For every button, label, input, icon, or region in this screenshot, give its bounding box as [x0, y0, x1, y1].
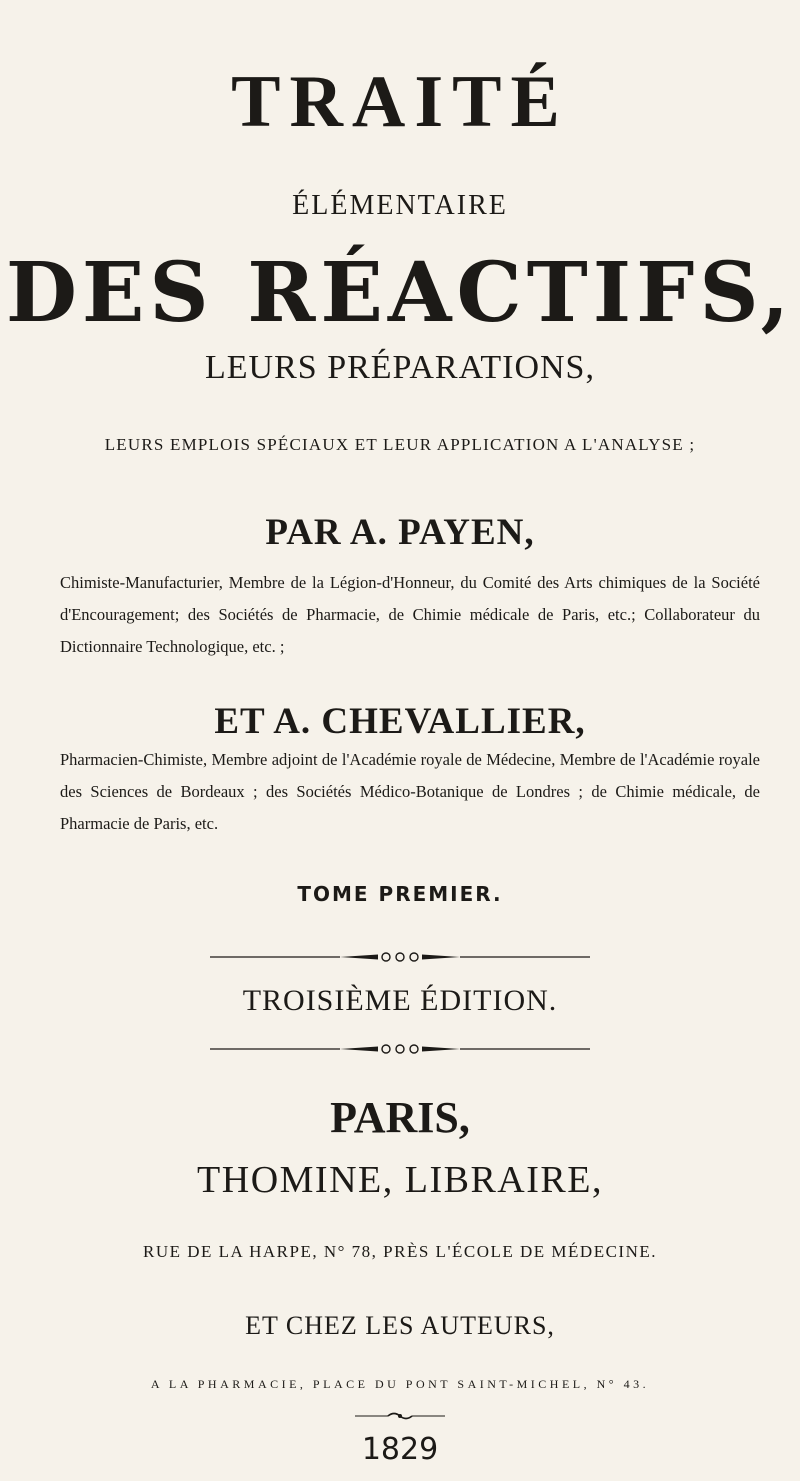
imprint-pharmacy-address: A LA PHARMACIE, PLACE DU PONT SAINT-MICHEL, N° 43. [150, 1377, 650, 1391]
tome-label: TOME PREMIER. [297, 882, 503, 906]
imprint-authors-line: ET CHEZ LES AUTEURS, [245, 1311, 555, 1340]
title-line-preparations: LEURS PRÉPARATIONS, [205, 349, 595, 386]
author-payen: PAR A. PAYEN, [265, 512, 535, 553]
imprint-place: PARIS, [330, 1093, 470, 1142]
author-chevallier-description: Pharmacien-Chimiste, Membre adjoint de l'Académie royale de Médecine, Membre de l'Académie royale des Sciences de Bordeaux ; des Sociétés Médico-Botanique de Londres ; de Chimie médicale, de Pharmacie de Paris, etc. [60, 750, 760, 833]
title-line-traite: TRAITÉ [231, 61, 569, 143]
imprint-publisher: THOMINE, LIBRAIRE, [197, 1159, 603, 1201]
year-ornament [350, 1409, 450, 1423]
author-chevallier: ET A. CHEVALLIER, [214, 701, 586, 742]
imprint-address: RUE DE LA HARPE, N° 78, PRÈS L'ÉCOLE DE MÉDECINE. [142, 1242, 658, 1261]
publication-year: 1829 [361, 1432, 439, 1467]
title-line-des-reactifs: DES RÉACTIFS, [5, 245, 795, 341]
ornamental-rule-top [210, 950, 590, 964]
edition-label: TROISIÈME ÉDITION. [242, 984, 558, 1017]
title-line-emplois: LEURS EMPLOIS SPÉCIAUX ET LEUR APPLICATION A L'ANALYSE ; [104, 435, 696, 454]
title-line-elementaire: ÉLÉMENTAIRE [292, 190, 508, 221]
ornamental-rule-bottom [210, 1042, 590, 1056]
author-payen-description: Chimiste-Manufacturier, Membre de la Légion-d'Honneur, du Comité des Arts chimiques de la Société d'Encouragement; des Sociétés de Pharmacie, de Chimie médicale de Paris, etc.; Collaborateur du Dictionnaire Technologique, etc. ; [60, 573, 760, 656]
